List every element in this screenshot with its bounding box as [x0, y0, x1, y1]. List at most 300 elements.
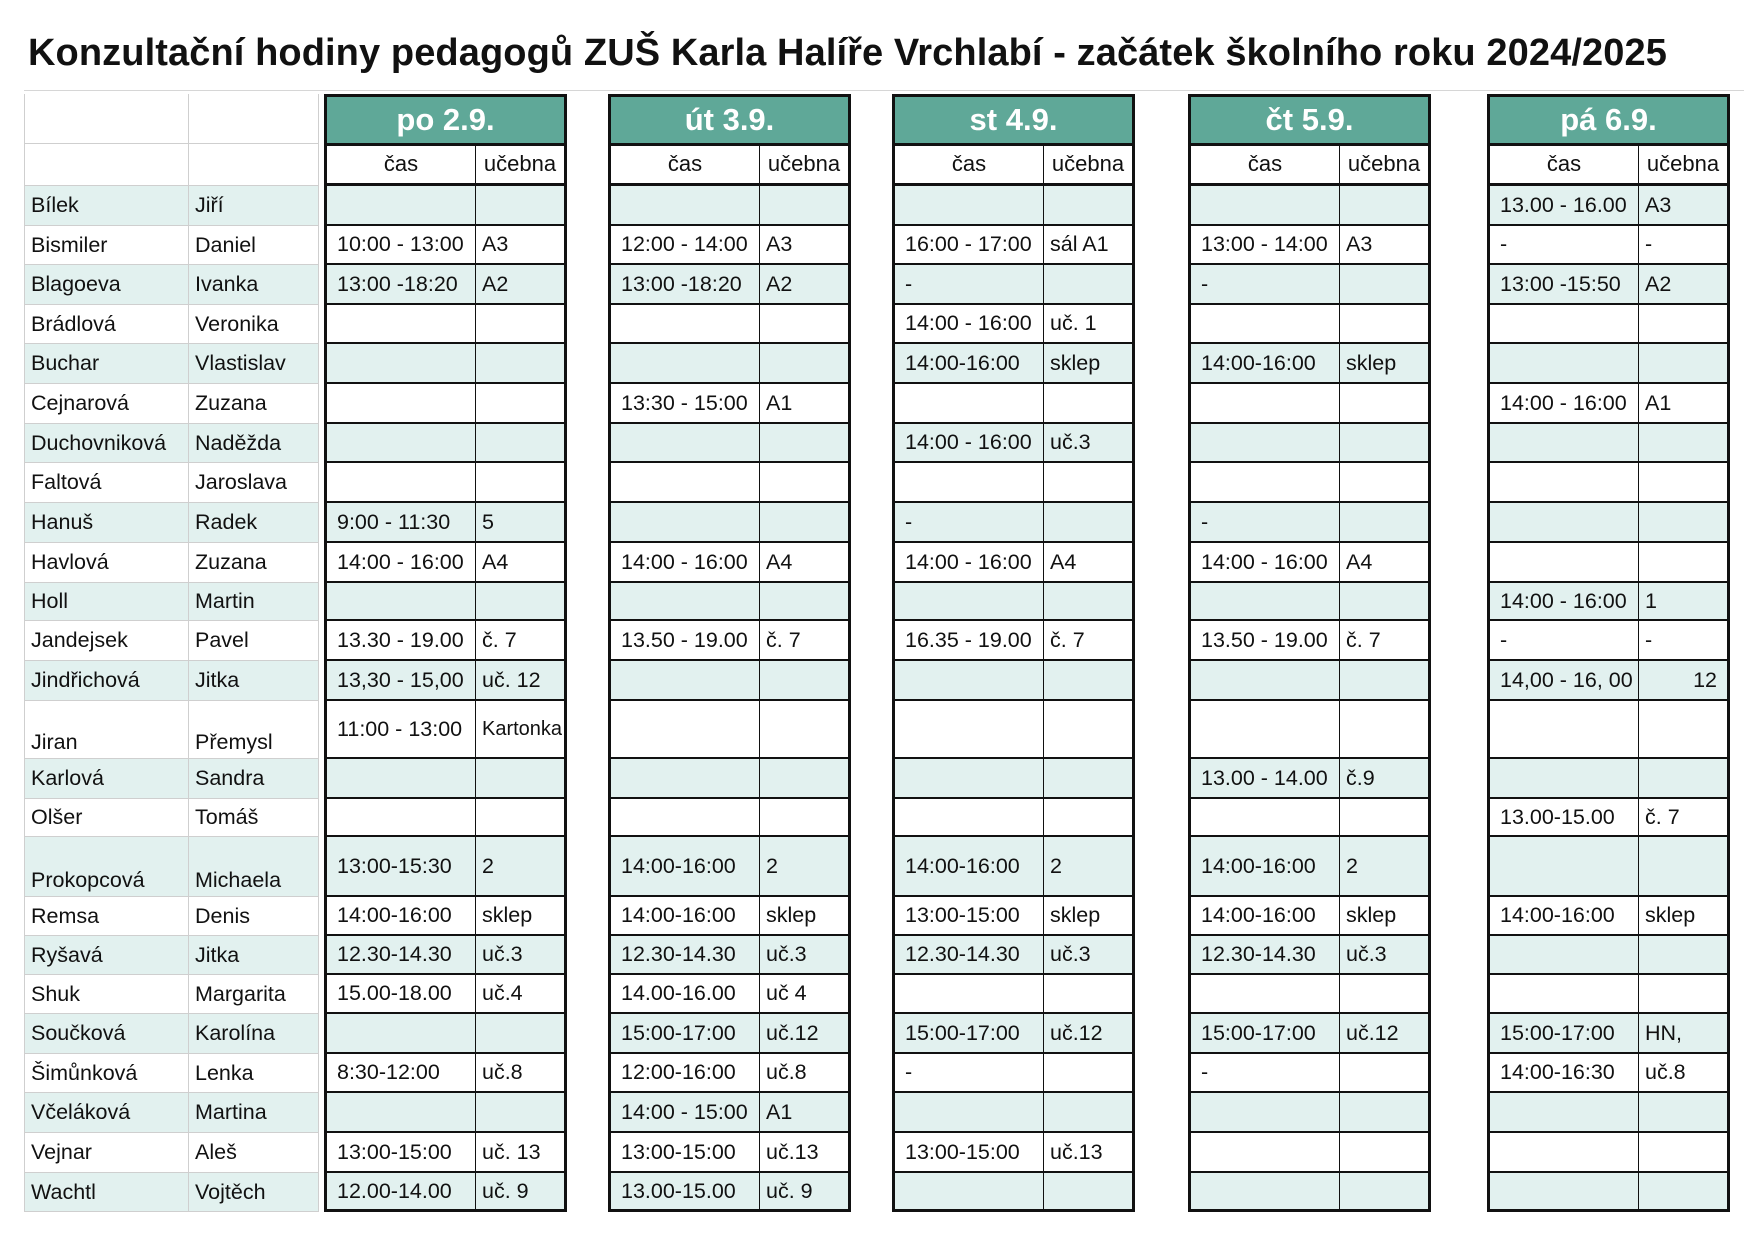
slot-time: 13.00 - 16.00 [1487, 186, 1639, 226]
slot-room: uč.3 [476, 936, 567, 975]
slot-time: 16.35 - 19.00 [892, 621, 1044, 661]
slot-room: č. 7 [476, 621, 567, 661]
teacher-surname: Olšer [24, 799, 189, 837]
slot-room [476, 384, 567, 424]
slot-room: A4 [1340, 543, 1431, 583]
teacher-surname: Prokopcová [24, 837, 189, 897]
header-blank-cell [24, 94, 189, 144]
slot-room: uč.12 [1044, 1014, 1135, 1054]
slot-time [1487, 1093, 1639, 1133]
slot-time: - [1188, 1054, 1340, 1093]
slot-time: - [1487, 621, 1639, 661]
slot-room [1044, 1093, 1135, 1133]
slot-room: A1 [760, 384, 851, 424]
slot-room: 5 [476, 503, 567, 543]
slot-time: 13.00-15.00 [1487, 799, 1639, 837]
time-column-header: čas [1487, 144, 1639, 186]
slot-room [1340, 799, 1431, 837]
header-blank-cell [189, 144, 319, 186]
teacher-surname: Karlová [24, 759, 189, 799]
slot-room [1044, 583, 1135, 621]
slot-time: 8:30-12:00 [324, 1054, 476, 1093]
slot-time: 15:00-17:00 [1188, 1014, 1340, 1054]
slot-room [1340, 1054, 1431, 1093]
slot-time [324, 583, 476, 621]
slot-room [760, 583, 851, 621]
room-column-header: učebna [1639, 144, 1730, 186]
slot-time [608, 701, 760, 759]
slot-time [1188, 701, 1340, 759]
slot-time [608, 305, 760, 344]
slot-time: 13.50 - 19.00 [1188, 621, 1340, 661]
slot-time [324, 424, 476, 463]
teacher-firstname: Lenka [189, 1054, 319, 1093]
slot-time: 14:00-16:00 [324, 897, 476, 936]
slot-room [1639, 936, 1730, 975]
slot-time: 14:00-16:00 [892, 344, 1044, 384]
slot-room: A2 [760, 265, 851, 305]
teacher-surname: Holl [24, 583, 189, 621]
slot-time: 13:00-15:00 [892, 1133, 1044, 1173]
teacher-firstname: Margarita [189, 975, 319, 1014]
slot-room [1340, 503, 1431, 543]
teacher-firstname: Martin [189, 583, 319, 621]
slot-room: uč. 13 [476, 1133, 567, 1173]
slot-room: uč.3 [1340, 936, 1431, 975]
slot-room: č. 7 [1044, 621, 1135, 661]
slot-time: - [1188, 503, 1340, 543]
slot-time: 14:00-16:00 [1487, 897, 1639, 936]
teacher-firstname: Pavel [189, 621, 319, 661]
slot-time: 15:00-17:00 [608, 1014, 760, 1054]
slot-room: uč. 9 [476, 1173, 567, 1212]
time-column-header: čas [892, 144, 1044, 186]
slot-room: 12 [1639, 661, 1730, 701]
slot-time [1487, 1133, 1639, 1173]
slot-time: 12:00-16:00 [608, 1054, 760, 1093]
slot-time [1487, 701, 1639, 759]
teacher-surname: Ryšavá [24, 936, 189, 975]
slot-room [1639, 975, 1730, 1014]
slot-room [1340, 1133, 1431, 1173]
slot-room: sklep [476, 897, 567, 936]
slot-time [324, 799, 476, 837]
teacher-firstname: Sandra [189, 759, 319, 799]
slot-time [1188, 186, 1340, 226]
slot-time: 14:00-16:00 [608, 837, 760, 897]
slot-time [892, 759, 1044, 799]
slot-room: Kartonka [476, 701, 567, 759]
slot-room: uč.12 [760, 1014, 851, 1054]
slot-time [324, 305, 476, 344]
slot-time: 14:00-16:00 [1188, 897, 1340, 936]
slot-time: 14:00 - 16:00 [1487, 384, 1639, 424]
slot-time [1188, 1133, 1340, 1173]
teacher-firstname: Tomáš [189, 799, 319, 837]
slot-room [1340, 583, 1431, 621]
slot-time: 13,30 - 15,00 [324, 661, 476, 701]
slot-room [760, 503, 851, 543]
slot-time [608, 799, 760, 837]
teacher-firstname: Jitka [189, 661, 319, 701]
slot-time [1487, 1173, 1639, 1212]
slot-room: A4 [1044, 543, 1135, 583]
slot-room: č.9 [1340, 759, 1431, 799]
teacher-firstname: Martina [189, 1093, 319, 1133]
day-header: čt 5.9. [1188, 94, 1431, 146]
teacher-firstname: Přemysl [189, 701, 319, 759]
slot-room: č. 7 [1340, 621, 1431, 661]
slot-time: - [892, 503, 1044, 543]
teacher-firstname: Jaroslava [189, 463, 319, 503]
slot-time [1487, 975, 1639, 1014]
teacher-surname: Faltová [24, 463, 189, 503]
slot-room [1639, 463, 1730, 503]
slot-room [1044, 503, 1135, 543]
slot-time: 14:00 - 16:00 [608, 543, 760, 583]
slot-time [1487, 305, 1639, 344]
teacher-surname: Duchovniková [24, 424, 189, 463]
slot-time: 14:00 - 15:00 [608, 1093, 760, 1133]
teacher-surname: Cejnarová [24, 384, 189, 424]
slot-time: - [892, 1054, 1044, 1093]
slot-time: - [892, 265, 1044, 305]
slot-time [1487, 759, 1639, 799]
day-header: pá 6.9. [1487, 94, 1730, 146]
teacher-firstname: Veronika [189, 305, 319, 344]
slot-room [476, 463, 567, 503]
teacher-surname: Wachtl [24, 1173, 189, 1212]
slot-time: 13:00-15:00 [892, 897, 1044, 936]
slot-room [760, 661, 851, 701]
slot-time: 15:00-17:00 [1487, 1014, 1639, 1054]
slot-room: A1 [760, 1093, 851, 1133]
day-header: st 4.9. [892, 94, 1135, 146]
slot-room: - [1639, 621, 1730, 661]
slot-room [1639, 543, 1730, 583]
slot-room [760, 701, 851, 759]
slot-time: 12.30-14.30 [608, 936, 760, 975]
slot-room [1639, 344, 1730, 384]
slot-room [476, 759, 567, 799]
slot-room [476, 1014, 567, 1054]
slot-room: uč. 1 [1044, 305, 1135, 344]
slot-room [476, 344, 567, 384]
slot-room [1340, 463, 1431, 503]
slot-time [1188, 799, 1340, 837]
slot-room [1044, 701, 1135, 759]
teacher-firstname: Radek [189, 503, 319, 543]
teacher-surname: Jiran [24, 701, 189, 759]
teacher-firstname: Aleš [189, 1133, 319, 1173]
slot-time [1188, 583, 1340, 621]
slot-room [1639, 837, 1730, 897]
slot-time [324, 186, 476, 226]
teacher-firstname: Vojtěch [189, 1173, 319, 1212]
slot-room: 2 [760, 837, 851, 897]
slot-room: A3 [1340, 226, 1431, 265]
teacher-surname: Vejnar [24, 1133, 189, 1173]
teacher-firstname: Karolína [189, 1014, 319, 1054]
slot-time [324, 384, 476, 424]
room-column-header: učebna [1340, 144, 1431, 186]
teacher-surname: Součková [24, 1014, 189, 1054]
slot-room [1340, 1173, 1431, 1212]
slot-time [892, 799, 1044, 837]
slot-room: uč.8 [1639, 1054, 1730, 1093]
slot-time: 14:00-16:00 [608, 897, 760, 936]
slot-room [1044, 759, 1135, 799]
slot-time: 11:00 - 13:00 [324, 701, 476, 759]
slot-time: 14,00 - 16, 00 [1487, 661, 1639, 701]
teacher-surname: Brádlová [24, 305, 189, 344]
teacher-firstname: Zuzana [189, 384, 319, 424]
slot-time [324, 344, 476, 384]
slot-room: sklep [1340, 344, 1431, 384]
slot-room: uč.8 [476, 1054, 567, 1093]
slot-time [1188, 661, 1340, 701]
slot-time [1487, 424, 1639, 463]
slot-room: 2 [1340, 837, 1431, 897]
slot-time: 13:00 -15:50 [1487, 265, 1639, 305]
slot-room [1340, 186, 1431, 226]
slot-time: 14:00 - 16:00 [892, 424, 1044, 463]
slot-time: 15:00-17:00 [892, 1014, 1044, 1054]
teacher-firstname: Jitka [189, 936, 319, 975]
slot-time [892, 583, 1044, 621]
slot-time: 13.50 - 19.00 [608, 621, 760, 661]
slot-room [760, 424, 851, 463]
slot-time [608, 503, 760, 543]
slot-time [892, 384, 1044, 424]
slot-time: 13:00 - 14:00 [1188, 226, 1340, 265]
slot-room: uč.3 [760, 936, 851, 975]
slot-time: 10:00 - 13:00 [324, 226, 476, 265]
slot-room: 1 [1639, 583, 1730, 621]
slot-room [1340, 265, 1431, 305]
slot-room: A4 [476, 543, 567, 583]
slot-room [1340, 1093, 1431, 1133]
slot-room [1340, 701, 1431, 759]
slot-time [1188, 305, 1340, 344]
slot-room: uč. 12 [476, 661, 567, 701]
slot-time [892, 975, 1044, 1014]
slot-room: uč 4 [760, 975, 851, 1014]
slot-time: 14:00 - 16:00 [1487, 583, 1639, 621]
room-column-header: učebna [476, 144, 567, 186]
day-header: po 2.9. [324, 94, 567, 146]
slot-time [1487, 837, 1639, 897]
slot-time [1188, 463, 1340, 503]
teacher-surname: Blagoeva [24, 265, 189, 305]
header-blank-cell [24, 144, 189, 186]
slot-time [608, 661, 760, 701]
slot-room: uč.3 [1044, 424, 1135, 463]
teacher-surname: Buchar [24, 344, 189, 384]
slot-room: A2 [476, 265, 567, 305]
slot-time [892, 186, 1044, 226]
teacher-surname: Havlová [24, 543, 189, 583]
slot-time: 13.00-15.00 [608, 1173, 760, 1212]
slot-time: 13:00-15:00 [324, 1133, 476, 1173]
teacher-firstname: Naděžda [189, 424, 319, 463]
slot-room [1044, 463, 1135, 503]
slot-room: sklep [1340, 897, 1431, 936]
slot-room [1639, 424, 1730, 463]
slot-room [476, 424, 567, 463]
slot-room [1639, 503, 1730, 543]
slot-room: A1 [1639, 384, 1730, 424]
slot-room: 2 [1044, 837, 1135, 897]
slot-time: 14:00 - 16:00 [1188, 543, 1340, 583]
slot-time: 14:00-16:00 [1188, 344, 1340, 384]
slot-time: 13:00-15:30 [324, 837, 476, 897]
slot-room: HN, [1639, 1014, 1730, 1054]
slot-time [1487, 463, 1639, 503]
slot-time [324, 1014, 476, 1054]
slot-room: sklep [760, 897, 851, 936]
slot-time: 14:00-16:30 [1487, 1054, 1639, 1093]
slot-room [1639, 1173, 1730, 1212]
slot-room: sklep [1639, 897, 1730, 936]
slot-time: 13:30 - 15:00 [608, 384, 760, 424]
slot-time [892, 1173, 1044, 1212]
slot-room: A4 [760, 543, 851, 583]
slot-room: uč.4 [476, 975, 567, 1014]
slot-room [1044, 661, 1135, 701]
slot-time [1487, 344, 1639, 384]
slot-room: uč.8 [760, 1054, 851, 1093]
slot-time: 14:00 - 16:00 [892, 543, 1044, 583]
slot-room: sál A1 [1044, 226, 1135, 265]
slot-room [476, 799, 567, 837]
slot-time: 14.00-16.00 [608, 975, 760, 1014]
slot-time: 15.00-18.00 [324, 975, 476, 1014]
header-blank-cell [189, 94, 319, 144]
slot-room [1639, 701, 1730, 759]
slot-time: - [1487, 226, 1639, 265]
slot-time: 13.30 - 19.00 [324, 621, 476, 661]
slot-time: 12.30-14.30 [1188, 936, 1340, 975]
slot-room [1044, 1054, 1135, 1093]
slot-room [1639, 1133, 1730, 1173]
slot-time: 12.00-14.00 [324, 1173, 476, 1212]
teacher-firstname: Michaela [189, 837, 319, 897]
slot-time [324, 759, 476, 799]
slot-time [1487, 503, 1639, 543]
slot-time: 13.00 - 14.00 [1188, 759, 1340, 799]
slot-time: 14:00-16:00 [892, 837, 1044, 897]
slot-room [1340, 975, 1431, 1014]
slot-room [1340, 384, 1431, 424]
slot-room [1340, 424, 1431, 463]
teacher-firstname: Ivanka [189, 265, 319, 305]
slot-time [608, 463, 760, 503]
slot-room: A2 [1639, 265, 1730, 305]
slot-room [760, 759, 851, 799]
teacher-surname: Jindřichová [24, 661, 189, 701]
slot-room [1044, 186, 1135, 226]
teacher-firstname: Jiří [189, 186, 319, 226]
teacher-firstname: Vlastislav [189, 344, 319, 384]
slot-room: A3 [476, 226, 567, 265]
slot-time [892, 701, 1044, 759]
slot-time [324, 463, 476, 503]
slot-time: 13:00 -18:20 [324, 265, 476, 305]
slot-room [476, 583, 567, 621]
slot-room: 2 [476, 837, 567, 897]
slot-room: uč.13 [1044, 1133, 1135, 1173]
slot-room [1639, 759, 1730, 799]
page-title: Konzultační hodiny pedagogů ZUŠ Karla Halíře Vrchlabí - začátek školního roku 2024/2025 [28, 32, 1667, 74]
teacher-firstname: Zuzana [189, 543, 319, 583]
slot-room: uč.13 [760, 1133, 851, 1173]
slot-time [1188, 424, 1340, 463]
slot-time [608, 424, 760, 463]
slot-time: 12.30-14.30 [892, 936, 1044, 975]
slot-time [608, 344, 760, 384]
slot-room: uč. 9 [760, 1173, 851, 1212]
teacher-surname: Včeláková [24, 1093, 189, 1133]
slot-room: sklep [1044, 344, 1135, 384]
slot-time [1487, 543, 1639, 583]
teacher-surname: Šimůnková [24, 1054, 189, 1093]
slot-time: 14:00 - 16:00 [892, 305, 1044, 344]
slot-room [1639, 305, 1730, 344]
slot-time: - [1188, 265, 1340, 305]
slot-time [324, 1093, 476, 1133]
room-column-header: učebna [1044, 144, 1135, 186]
slot-time [892, 661, 1044, 701]
time-column-header: čas [1188, 144, 1340, 186]
slot-room: A3 [760, 226, 851, 265]
teacher-surname: Hanuš [24, 503, 189, 543]
slot-time [608, 759, 760, 799]
slot-room [760, 799, 851, 837]
teacher-surname: Bismiler [24, 226, 189, 265]
slot-room: č. 7 [760, 621, 851, 661]
time-column-header: čas [324, 144, 476, 186]
day-header: út 3.9. [608, 94, 851, 146]
slot-room: sklep [1044, 897, 1135, 936]
slot-time [1188, 975, 1340, 1014]
teacher-surname: Shuk [24, 975, 189, 1014]
slot-room: č. 7 [1639, 799, 1730, 837]
slot-time: 12:00 - 14:00 [608, 226, 760, 265]
slot-room: - [1639, 226, 1730, 265]
slot-time: 14:00 - 16:00 [324, 543, 476, 583]
slot-room: uč.3 [1044, 936, 1135, 975]
slot-room: uč.12 [1340, 1014, 1431, 1054]
slot-time: 14:00-16:00 [1188, 837, 1340, 897]
slot-room [1044, 975, 1135, 1014]
slot-time [608, 186, 760, 226]
teacher-surname: Jandejsek [24, 621, 189, 661]
slot-time: 12.30-14.30 [324, 936, 476, 975]
slot-time [1188, 1173, 1340, 1212]
slot-room [476, 1093, 567, 1133]
teacher-firstname: Denis [189, 897, 319, 936]
slot-time [608, 583, 760, 621]
slot-room [1340, 661, 1431, 701]
slot-time [1188, 1093, 1340, 1133]
slot-time: 16:00 - 17:00 [892, 226, 1044, 265]
slot-room [760, 305, 851, 344]
teacher-surname: Remsa [24, 897, 189, 936]
teacher-firstname: Daniel [189, 226, 319, 265]
slot-room [760, 186, 851, 226]
slot-time [892, 463, 1044, 503]
